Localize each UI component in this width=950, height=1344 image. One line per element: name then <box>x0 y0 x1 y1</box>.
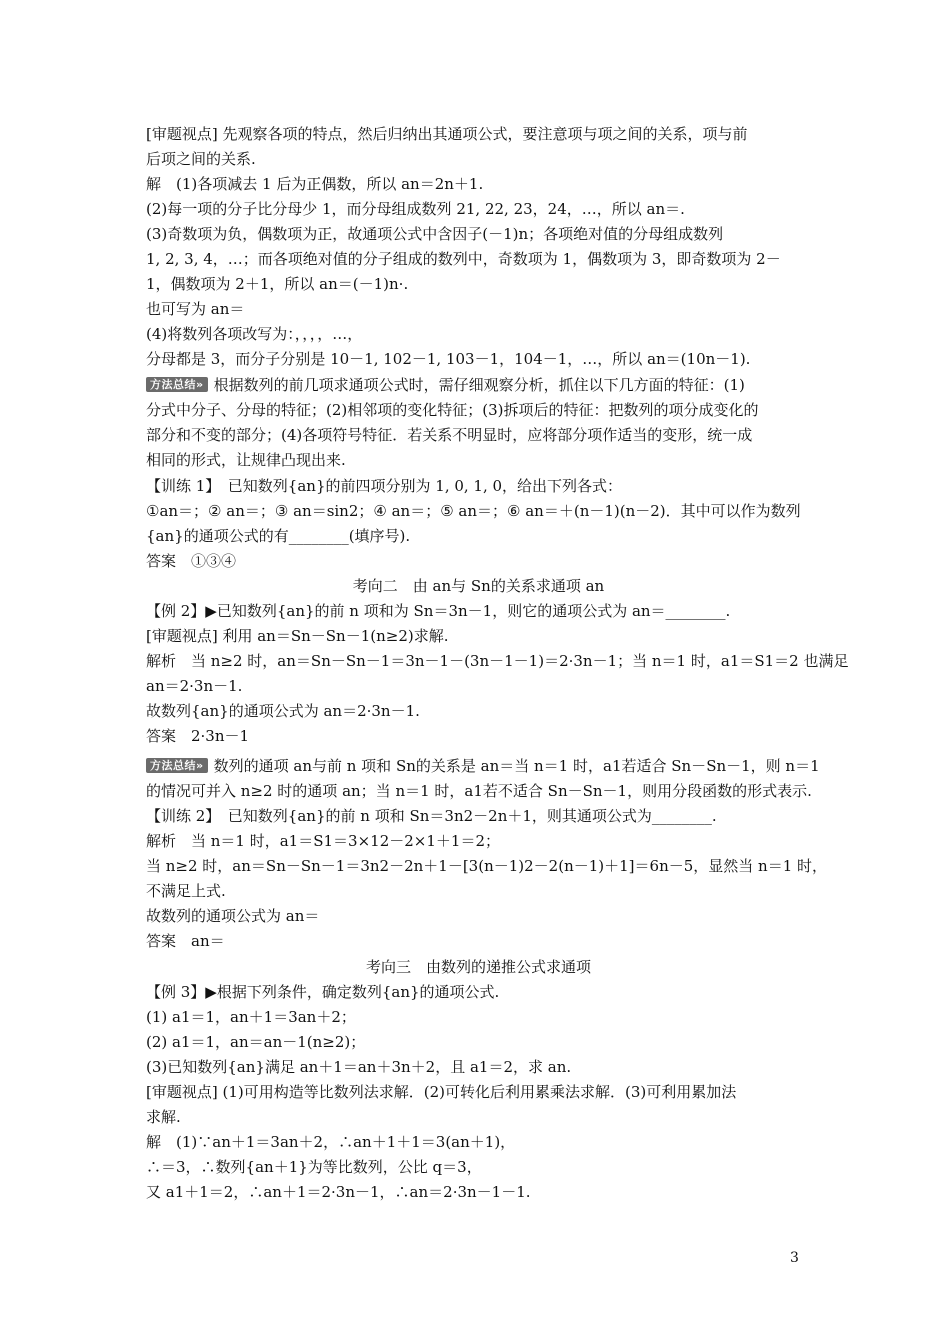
text-line: {an}的通项公式的有________(填序号). <box>146 527 411 545</box>
text-line: (3)奇数项为负，偶数项为正，故通项公式中含因子(－1)n；各项绝对值的分母组成数列 <box>146 225 724 243</box>
text-line: (2) a1＝1，an＝an－1(n≥2)； <box>146 1033 366 1051</box>
text-line: 解析 当 n≥2 时，an＝Sn－Sn－1＝3n－1－(3n－1－1)＝2·3n－1；当 n＝1 时，a1＝S1＝2 也满足 <box>146 652 849 670</box>
method-summary-line <box>146 754 820 779</box>
text-line: [审题视点] 先观察各项的特点，然后归纳出其通项公式，要注意项与项之间的关系，项与前 <box>146 125 748 143</box>
text-line: 部分和不变的部分；(4)各项符号特征．若关系不明显时，应将部分项作适当的变形，统一成 <box>146 426 753 444</box>
text-line: 后项之间的关系. <box>146 150 256 168</box>
text-line: ①an＝；② an＝；③ an＝sin2；④ an＝；⑤ an＝；⑥ an＝＋(n－1)(n－2)．其中可以作为数列 <box>146 502 801 520</box>
text-line: 又 a1＋1＝2，∴an＋1＝2·3n－1，∴an＝2·3n－1－1. <box>146 1183 531 1201</box>
text-line: 当 n≥2 时，an＝Sn－Sn－1＝3n2－2n＋1－[3(n－1)2－2(n－1)＋1]＝6n－5，显然当 n＝1 时， <box>146 857 828 875</box>
text-line: 【例 3】▶根据下列条件，确定数列{an}的通项公式. <box>146 983 500 1001</box>
section-heading: 考向二 由 an与 Sn的关系求通项 an <box>352 577 605 595</box>
text-line: an＝2·3n－1. <box>146 677 243 695</box>
text-line: 答案 an＝ <box>146 932 225 950</box>
text-line: 答案 2·3n－1 <box>146 727 250 745</box>
section-heading: 考向三 由数列的递推公式求通项 <box>365 958 591 976</box>
text-line: (3)已知数列{an}满足 an＋1＝an＋3n＋2，且 a1＝2，求 an. <box>146 1058 572 1076</box>
text-line: (1) a1＝1，an＋1＝3an＋2； <box>146 1008 356 1026</box>
page-number: 3 <box>790 1250 799 1266</box>
method-summary-line <box>146 373 811 398</box>
text-line: 分式中分子、分母的特征；(2)相邻项的变化特征；(3)拆项后的特征：把数列的项分成变化的 <box>146 401 759 419</box>
text-line: [审题视点] 利用 an＝Sn－Sn－1(n≥2)求解. <box>146 627 449 645</box>
text-line: 故数列{an}的通项公式为 an＝2·3n－1. <box>146 702 420 720</box>
text-line: 1，偶数项为 2＋1，所以 an＝(－1)n·. <box>146 275 409 293</box>
text-line: 【训练 2】 已知数列{an}的前 n 项和 Sn＝3n2－2n＋1，则其通项公式为________. <box>146 807 717 825</box>
text-line: 的情况可并入 n≥2 时的通项 an；当 n＝1 时，a1若不适合 Sn－Sn－1，则用分段函数的形式表示. <box>146 782 812 800</box>
text-line: (4)将数列各项改写为：，，，，…， <box>146 325 363 343</box>
text-line: 也可写为 an＝ <box>146 300 245 318</box>
text-line: 不满足上式. <box>146 882 226 900</box>
text-line: 【训练 1】 已知数列{an}的前四项分别为 1, 0, 1, 0，给出下列各式： <box>146 477 623 495</box>
text-line: 解析 当 n＝1 时，a1＝S1＝3×12－2×1＋1＝2； <box>146 832 500 850</box>
text-line: 1, 2, 3, 4，…；而各项绝对值的分子组成的数列中，奇数项为 1，偶数项为 3，即奇数项为 2－ <box>146 250 781 268</box>
text-line: 答案 ①③④ <box>146 552 237 570</box>
method-summary-badge: 方法总结» <box>146 377 208 392</box>
text-line: ∴＝3，∴数列{an＋1}为等比数列，公比 q＝3， <box>146 1158 482 1176</box>
text-line: 求解. <box>146 1108 181 1126</box>
text-line: [审题视点] (1)可用构造等比数列法求解．(2)可转化后利用累乘法求解．(3)可利用累加法 <box>146 1083 737 1101</box>
text-line: 解 (1)∵an＋1＝3an＋2，∴an＋1＋1＝3(an＋1)， <box>146 1133 516 1151</box>
text-line: 解 (1)各项减去 1 后为正偶数，所以 an＝2n＋1. <box>146 175 484 193</box>
method-summary-badge: 方法总结» <box>146 758 208 773</box>
text-line: 故数列的通项公式为 an＝ <box>146 907 320 925</box>
text-line: 分母都是 3，而分子分别是 10－1, 102－1, 103－1，104－1，…，所以 an＝(10n－1). <box>146 350 751 368</box>
text-span: 数列的通项 an与前 n 项和 Sn的关系是 an＝当 n＝1 时，a1若适合 Sn－Sn－1，则 n＝1 <box>213 757 820 775</box>
text-line: 相同的形式，让规律凸现出来. <box>146 451 346 469</box>
text-span: 根据数列的前几项求通项公式时，需仔细观察分析，抓住以下几方面的特征：(1) <box>213 376 745 394</box>
text-line: (2)每一项的分子比分母少 1，而分母组成数列 21, 22, 23，24，…，所以 an＝. <box>146 200 685 218</box>
text-line: 【例 2】▶已知数列{an}的前 n 项和为 Sn＝3n－1，则它的通项公式为 an＝________. <box>146 602 731 620</box>
